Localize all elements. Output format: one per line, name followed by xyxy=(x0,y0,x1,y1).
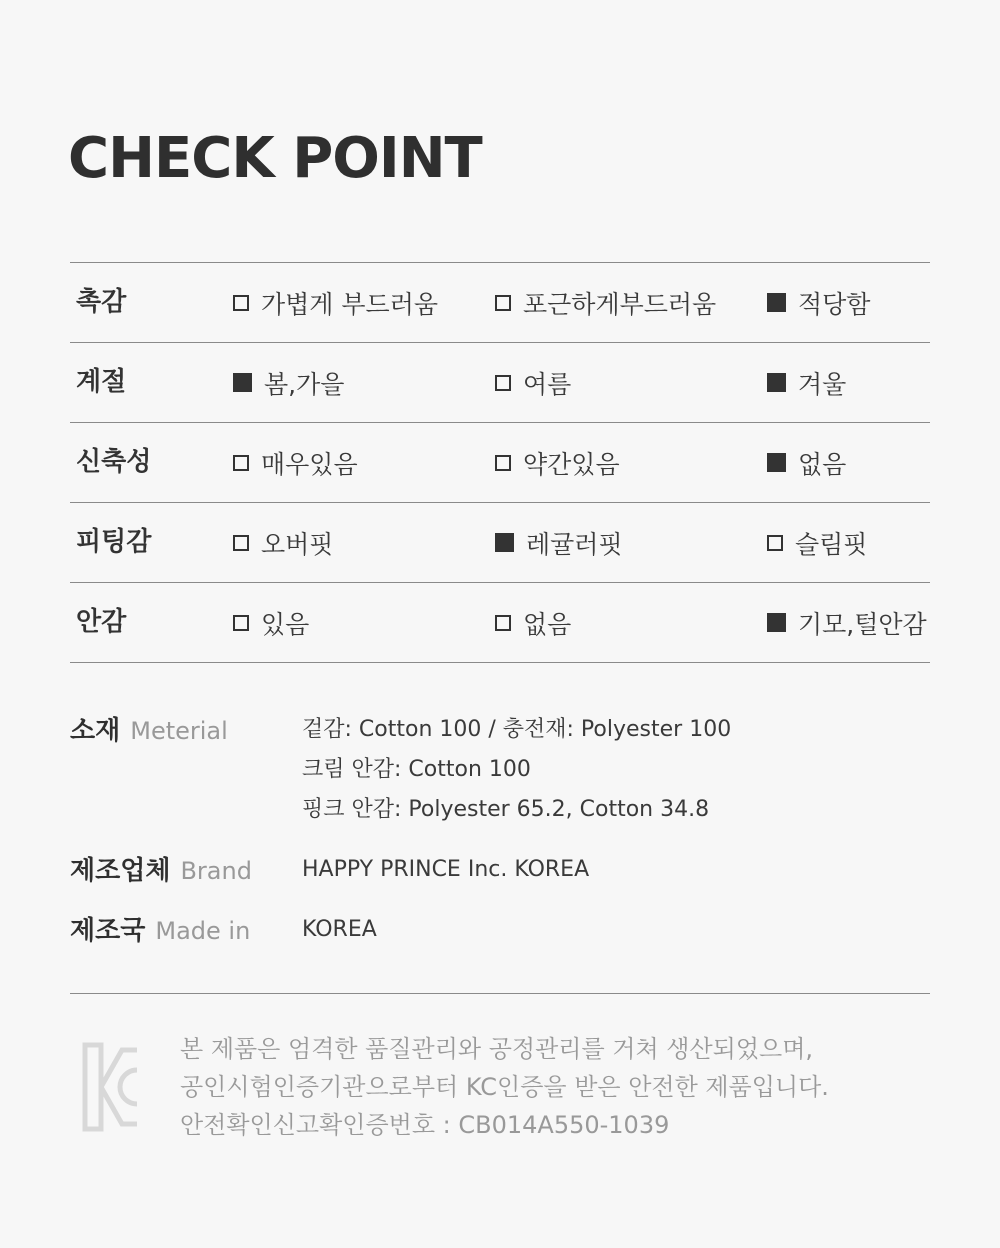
option-slightly-stretchy xyxy=(495,423,620,502)
row-label: 안감 xyxy=(76,607,127,637)
check-row-texture xyxy=(70,263,930,343)
checkbox-icon xyxy=(495,455,511,471)
option-label: 레귤러핏 xyxy=(526,529,623,559)
check-row-season xyxy=(70,343,930,423)
option-label: 봄,가을 xyxy=(264,369,345,399)
option-lined xyxy=(233,583,309,662)
option-light-soft xyxy=(233,263,438,342)
kc-certification-notice xyxy=(180,1030,829,1144)
checkbox-icon xyxy=(495,295,511,311)
checked-box-icon xyxy=(767,293,786,312)
option-winter xyxy=(767,343,846,422)
checked-box-icon xyxy=(767,373,786,392)
spec-key xyxy=(70,710,228,747)
check-row-fit xyxy=(70,503,930,583)
checkbox-icon xyxy=(233,615,249,631)
checked-box-icon xyxy=(495,533,514,552)
option-unlined xyxy=(495,583,571,662)
checkbox-icon xyxy=(233,535,249,551)
material-line: 크림 안감: Cotton 100 xyxy=(302,757,531,782)
option-label: 포근하게부드러움 xyxy=(523,289,717,319)
option-label: 오버핏 xyxy=(261,529,334,559)
check-point-table xyxy=(70,262,930,663)
material-line: 겉감: Cotton 100 / 충전재: Polyester 100 xyxy=(302,717,732,742)
notice-line: 안전확인신고확인증번호 : CB014A550-1039 xyxy=(180,1111,670,1139)
option-cozy-soft xyxy=(495,263,716,342)
option-regular-fit xyxy=(495,503,623,582)
spec-key xyxy=(70,850,252,887)
notice-line: 본 제품은 엄격한 품질관리와 공정관리를 거쳐 생산되었으며, xyxy=(180,1035,814,1063)
option-label: 없음 xyxy=(523,609,572,639)
option-label: 매우있음 xyxy=(261,449,358,479)
option-label: 기모,털안감 xyxy=(798,609,927,639)
option-label: 적당함 xyxy=(798,289,871,319)
brand-value: HAPPY PRINCE Inc. KOREA xyxy=(302,857,590,882)
spec-key-sub: Meterial xyxy=(130,717,228,745)
checkbox-icon xyxy=(495,375,511,391)
material-line: 핑크 안감: Polyester 65.2, Cotton 34.8 xyxy=(302,797,710,822)
option-label: 약간있음 xyxy=(523,449,620,479)
option-label: 가볍게 부드러움 xyxy=(261,289,438,319)
page-title: CHECK POINT xyxy=(68,126,482,191)
checkbox-icon xyxy=(495,615,511,631)
kc-mark-icon xyxy=(82,1042,140,1132)
check-row-lining xyxy=(70,583,930,663)
spec-key-label: 제조국 xyxy=(70,916,146,946)
option-summer xyxy=(495,343,571,422)
option-moderate xyxy=(767,263,870,342)
origin-value: KOREA xyxy=(302,917,377,942)
spec-key-label: 소재 xyxy=(70,716,121,746)
notice-line: 공인시험인증기관으로부터 KC인증을 받은 안전한 제품입니다. xyxy=(180,1073,829,1101)
option-label: 슬림핏 xyxy=(795,529,868,559)
option-over-fit xyxy=(233,503,333,582)
row-label: 피팅감 xyxy=(76,527,152,557)
row-label: 신축성 xyxy=(76,447,152,477)
checked-box-icon xyxy=(767,613,786,632)
option-very-stretchy xyxy=(233,423,358,502)
spec-key-label: 제조업체 xyxy=(70,856,171,886)
option-no-stretch xyxy=(767,423,846,502)
checkbox-icon xyxy=(767,535,783,551)
option-label: 겨울 xyxy=(798,369,847,399)
option-label: 여름 xyxy=(523,369,572,399)
checkbox-icon xyxy=(233,295,249,311)
option-label: 있음 xyxy=(261,609,310,639)
checked-box-icon xyxy=(767,453,786,472)
check-row-stretch xyxy=(70,423,930,503)
checkbox-icon xyxy=(233,455,249,471)
option-slim-fit xyxy=(767,503,867,582)
checked-box-icon xyxy=(233,373,252,392)
section-divider xyxy=(70,993,930,994)
option-fleece-lined xyxy=(767,583,927,662)
option-spring-fall xyxy=(233,343,344,422)
spec-key xyxy=(70,910,250,947)
row-label: 계절 xyxy=(76,367,127,397)
spec-key-sub: Made in xyxy=(155,917,251,945)
option-label: 없음 xyxy=(798,449,847,479)
row-label: 촉감 xyxy=(76,287,127,317)
spec-key-sub: Brand xyxy=(180,857,252,885)
